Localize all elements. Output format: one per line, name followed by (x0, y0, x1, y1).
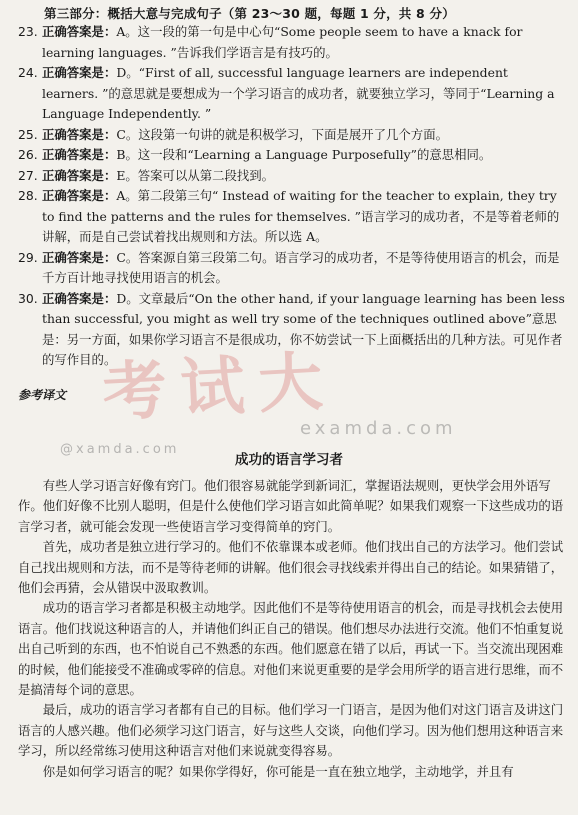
answer-label: 正确答案是： (42, 147, 117, 162)
answer-item (0, 166, 578, 187)
watermark-url: examda.com (300, 418, 457, 439)
answer-text: D。文章最后“On the other hand, if your language learning has been less than successful, you might as well try some of the techniques outlined above”意思是：另一方面，如果你学习语言不是很成功，你不妨尝试一下上面概括出的几种方法。可见作者的写作目的。 (42, 290, 565, 367)
answer-text: D。“First of all, successful language learners are independent learners. ”的意思就是要想成为一个学习语言的成功者，就要独立学习，等同于“Learning a Language Independently. ” (42, 65, 555, 121)
answer-item (0, 145, 578, 166)
answer-item (0, 248, 578, 289)
answer-label: 正确答案是： (42, 188, 117, 203)
watermark-logo: 考试大 (100, 344, 339, 431)
answer-text: A。这一段的第一句是中心句“Some people seem to have a knack for learning languages. ”告诉我们学语言是有技巧的。 (42, 24, 523, 60)
translation-title: 成功的语言学习者 (235, 452, 343, 468)
answer-label: 正确答案是： (42, 249, 117, 265)
answer-number: 28. (18, 188, 38, 203)
answer-label: 正确答案是： (42, 24, 117, 39)
reference-label: 参考译文 (18, 388, 67, 402)
answer-text: C。答案源自第三段第二句。语言学习的成功者，不是等待使用语言的机会，而是千方百计地寻找使用语言的机会。 (42, 249, 560, 285)
answer-item (0, 22, 578, 63)
translation-section (0, 448, 578, 782)
translation-paragraph: 有些人学习语言好像有窍门。他们很容易就能学到新词汇，掌握语法规则，更快学会用外语写作。他们好像不比别人聪明，但是什么使他们学习语言如此简单呢？如果我们观察一下这些成功的语言学习者，就可能会发现一些使语言学习变得简单的窍门。 (18, 478, 564, 534)
answer-number: 25. (18, 126, 38, 142)
answer-list (0, 22, 578, 371)
answer-number: 29. (18, 249, 38, 265)
answer-text: B。这一段和“Learning a Language Purposefully”的意思相同。 (116, 147, 492, 162)
answer-label: 正确答案是： (42, 290, 117, 306)
watermark-url-small: @xamda.com (60, 442, 180, 457)
answer-text: A。第二段第三句“ Instead of waiting for the teacher to explain, they try to find the patterns and the rules for themselves. ”语言学习的成功者，不是等着老师的讲解，而是自己尝试着找出规则和方法。所以选 A。 (42, 188, 560, 244)
answer-number: 30. (18, 290, 38, 306)
answer-number: 27. (18, 167, 38, 183)
answer-label: 正确答案是： (42, 65, 117, 80)
translation-paragraph: 你是如何学习语言的呢？如果你学得好，你可能是一直在独立地学，主动地学，并且有 (42, 763, 514, 779)
answer-text: C。这段第一句讲的就是积极学习，下面是展开了几个方面。 (116, 126, 448, 142)
translation-paragraph: 成功的语言学习者都是积极主动地学。因此他们不是等待使用语言的机会，而是寻找机会去使用语言。他们找说这种语言的人，并请他们纠正自己的错误。他们想尽办法进行交流。他们不怕重复说出自己听到的东西，也不怕说自己不熟悉的东西。他们愿意在错了以后，再试一下。当交流出现困难的时候，他们能接受不准确或零碎的信息。对他们来说更重要的是学会用所学的语言进行思维，而不是搞清每个词的意思。 (18, 600, 564, 698)
answer-text: E。答案可以从第二段找到。 (116, 167, 275, 183)
translation-paragraph: 首先，成功者是独立进行学习的。他们不依靠课本或老师。他们找出自己的方法学习。他们尝试自己找出规则和方法，而不是等待老师的讲解。他们很会寻找线索并得出自己的结论。如果猜错了，他们会再猜，会从错误中汲取教训。 (18, 539, 564, 596)
answer-number: 24. (18, 65, 38, 80)
answer-number: 26. (18, 147, 38, 162)
answer-number: 23. (18, 24, 38, 39)
answer-item (0, 63, 578, 125)
answer-label: 正确答案是： (42, 167, 117, 183)
answer-item (0, 186, 578, 248)
answer-item (0, 125, 578, 146)
section-title: 第三部分：概括大意与完成句子（第 23～30 题，每题 1 分，共 8 分） (44, 6, 455, 21)
answer-label: 正确答案是： (42, 126, 117, 142)
translation-body (0, 476, 578, 782)
translation-paragraph: 最后，成功的语言学习者都有自己的目标。他们学习一门语言，是因为他们对这门语言及讲这门语言的人感兴趣。他们必须学习这门语言，好与这些人交谈，向他们学习。因为他们想用这种语言来学习，所以经常练习使用这种语言对他们来说就变得容易。 (18, 702, 564, 759)
